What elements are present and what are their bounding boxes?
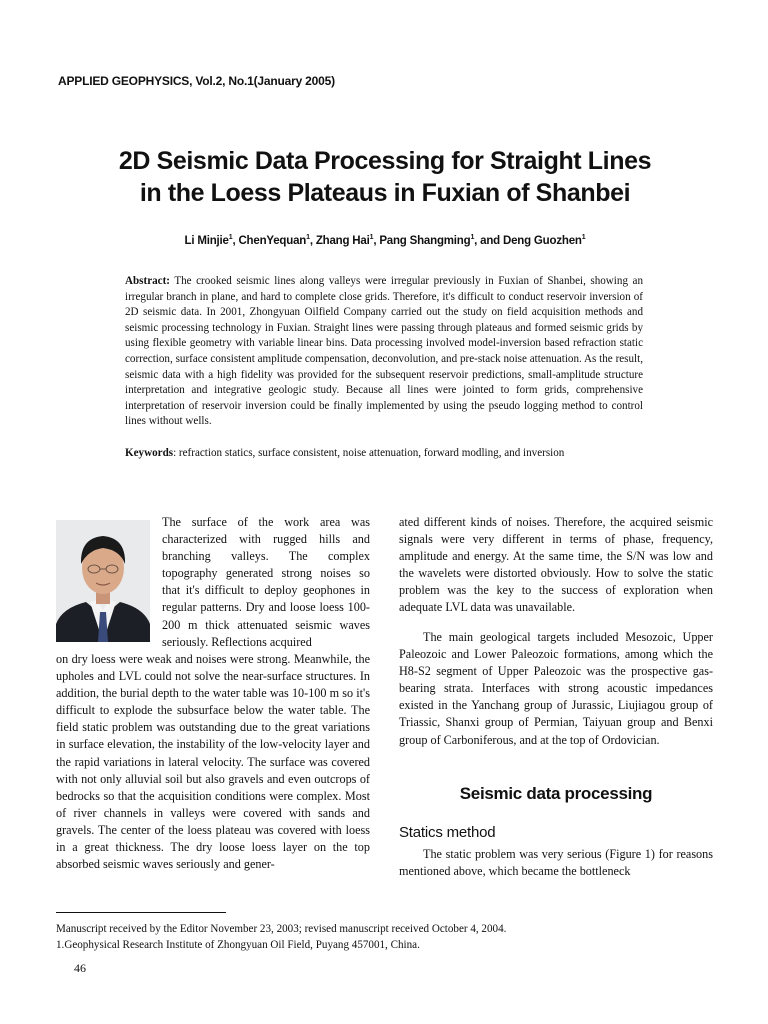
author-name: Li Minjie bbox=[184, 234, 229, 247]
author-affiliation-mark: 1 bbox=[306, 234, 310, 241]
footnote-divider bbox=[56, 912, 226, 913]
left-column-paragraph-bottom bbox=[56, 651, 370, 873]
author-name: Pang Shangming bbox=[379, 234, 471, 247]
body-paragraph: The surface of the work area was characterized with rugged hills and branching valleys. The complex topography generated strong noises so that it's difficult to deploy geophones in regular patterns. Dry and loose loess 100-200 m thick attenuated seismic waves seriously. Reflections acquired bbox=[162, 515, 370, 649]
author-affiliation-mark: 1 bbox=[228, 234, 233, 241]
journal-header: APPLIED GEOPHYSICS, Vol.2, No.1(January 2005) bbox=[58, 74, 335, 88]
page-number: 46 bbox=[74, 961, 86, 975]
keywords bbox=[125, 446, 655, 462]
author-separator: , and bbox=[474, 234, 503, 247]
abstract bbox=[125, 274, 643, 430]
right-column-paragraph-1 bbox=[399, 514, 713, 617]
section-heading: Seismic data processing bbox=[459, 784, 653, 803]
footnote-affiliation: 1.Geophysical Research Institute of Zhongyuan Oil Field, Puyang 457001, China. bbox=[56, 939, 420, 951]
body-paragraph: The main geological targets included Mesozoic, Upper Paleozoic and Lower Paleozoic formations, among which the H8-S2 segment of Upper Paleozoic was the prospective gas-bearing strata. Interfaces with strong acoustic impedances existed in the Yanchang group of Jurassic, Liujiagou group of Triassic, Shanxi group of Permian, Taiyuan group and Benxi group of Carboniferous, and at the top of Ordovician. bbox=[399, 630, 713, 747]
author-name: Zhang Hai bbox=[315, 234, 370, 247]
paper-title bbox=[60, 145, 710, 209]
keywords-label: Keywords bbox=[125, 447, 174, 459]
author-portrait bbox=[56, 520, 150, 642]
body-paragraph: The static problem was very serious (Figure 1) for reasons mentioned above, which became the bottleneck bbox=[399, 847, 713, 879]
author-affiliation-mark: 1 bbox=[581, 234, 586, 241]
footnote-received: Manuscript received by the Editor November 23, 2003; revised manuscript received October 4, 2004. bbox=[56, 923, 507, 935]
author-separator: , bbox=[309, 234, 316, 247]
author-affiliation-mark: 1 bbox=[470, 234, 475, 241]
author-separator: , bbox=[373, 234, 380, 247]
author-separator: , bbox=[232, 234, 239, 247]
left-column-paragraph-top bbox=[162, 514, 370, 651]
body-paragraph: on dry loess were weak and noises were strong. Meanwhile, the upholes and LVL could not solve the near-surface structures. In addition, the burial depth to the water table was 10-100 m so it's difficult to explode the subsurface below the water table. The field static problem was outstanding due to the great variations in surface elevation, the instability of the low-velocity layer and the rapid variations in lateral velocity. The surface was covered with not only alluvial soil but also gravels and even outcrops of bedrocks so that the acquisition conditions were complex. Most of river channels in valleys were covered with sands and gravels. The center of the loess plateau was covered with loess in a great thickness. The dry loose loess layer on the top absorbed seismic waves seriously and gener- bbox=[56, 652, 370, 872]
author-list bbox=[60, 234, 710, 247]
abstract-label: Abstract: bbox=[125, 275, 170, 287]
author-affiliation-mark: 1 bbox=[369, 234, 374, 241]
right-column-paragraph-3 bbox=[399, 846, 713, 880]
paper-title-line-1: 2D Seismic Data Processing for Straight Lines bbox=[118, 147, 652, 175]
author-name: ChenYequan bbox=[238, 234, 307, 247]
body-paragraph: ated different kinds of noises. Therefore, the acquired seismic signals were very different in terms of phase, frequency, amplitude and energy. At the same time, the S/N was low and the wavelets were distorted obviously. How to solve the static problem was the key to the success of exploration when adequate LVL data was unavailable. bbox=[399, 515, 713, 615]
author-portrait-icon bbox=[56, 520, 150, 642]
subsection-heading: Statics method bbox=[399, 824, 496, 841]
right-column-paragraph-2 bbox=[399, 629, 713, 749]
keywords-text: : refraction statics, surface consistent, noise attenuation, forward modling, and inversion bbox=[173, 447, 565, 459]
author-name: Deng Guozhen bbox=[502, 234, 582, 247]
abstract-text: The crooked seismic lines along valleys were irregular previously in Fuxian of Shanbei, showing an irregular branch in plane, and hard to complete close grids. Therefore, it's difficult to conduct reservoir inversion of 2D seismic data. In 2001, Zhongyuan Oilfield Company carried out the study on field acquisition methods and seismic processing technology in Fuxian. Straight lines were passing through plateaus and formed seismic grids by using flexible geometry with variable linear bins. Data processing involved model-inversion based refraction static correction, surface consistent amplitude compensation, deconvolution, and pre-stack noise attenuation. As the result, seismic data with a high fidelity was provided for the subsequent reservoir predictions, small-amplitude structure interpretation and integrative geologic study. Because all lines were jointed to form grids, comprehensive interpretation of reservoir inversion could be finally implemented by using the pseudo logging method to control lines without wells. bbox=[125, 275, 643, 428]
paper-title-line-2: in the Loess Plateaus in Fuxian of Shanbei bbox=[139, 179, 631, 207]
